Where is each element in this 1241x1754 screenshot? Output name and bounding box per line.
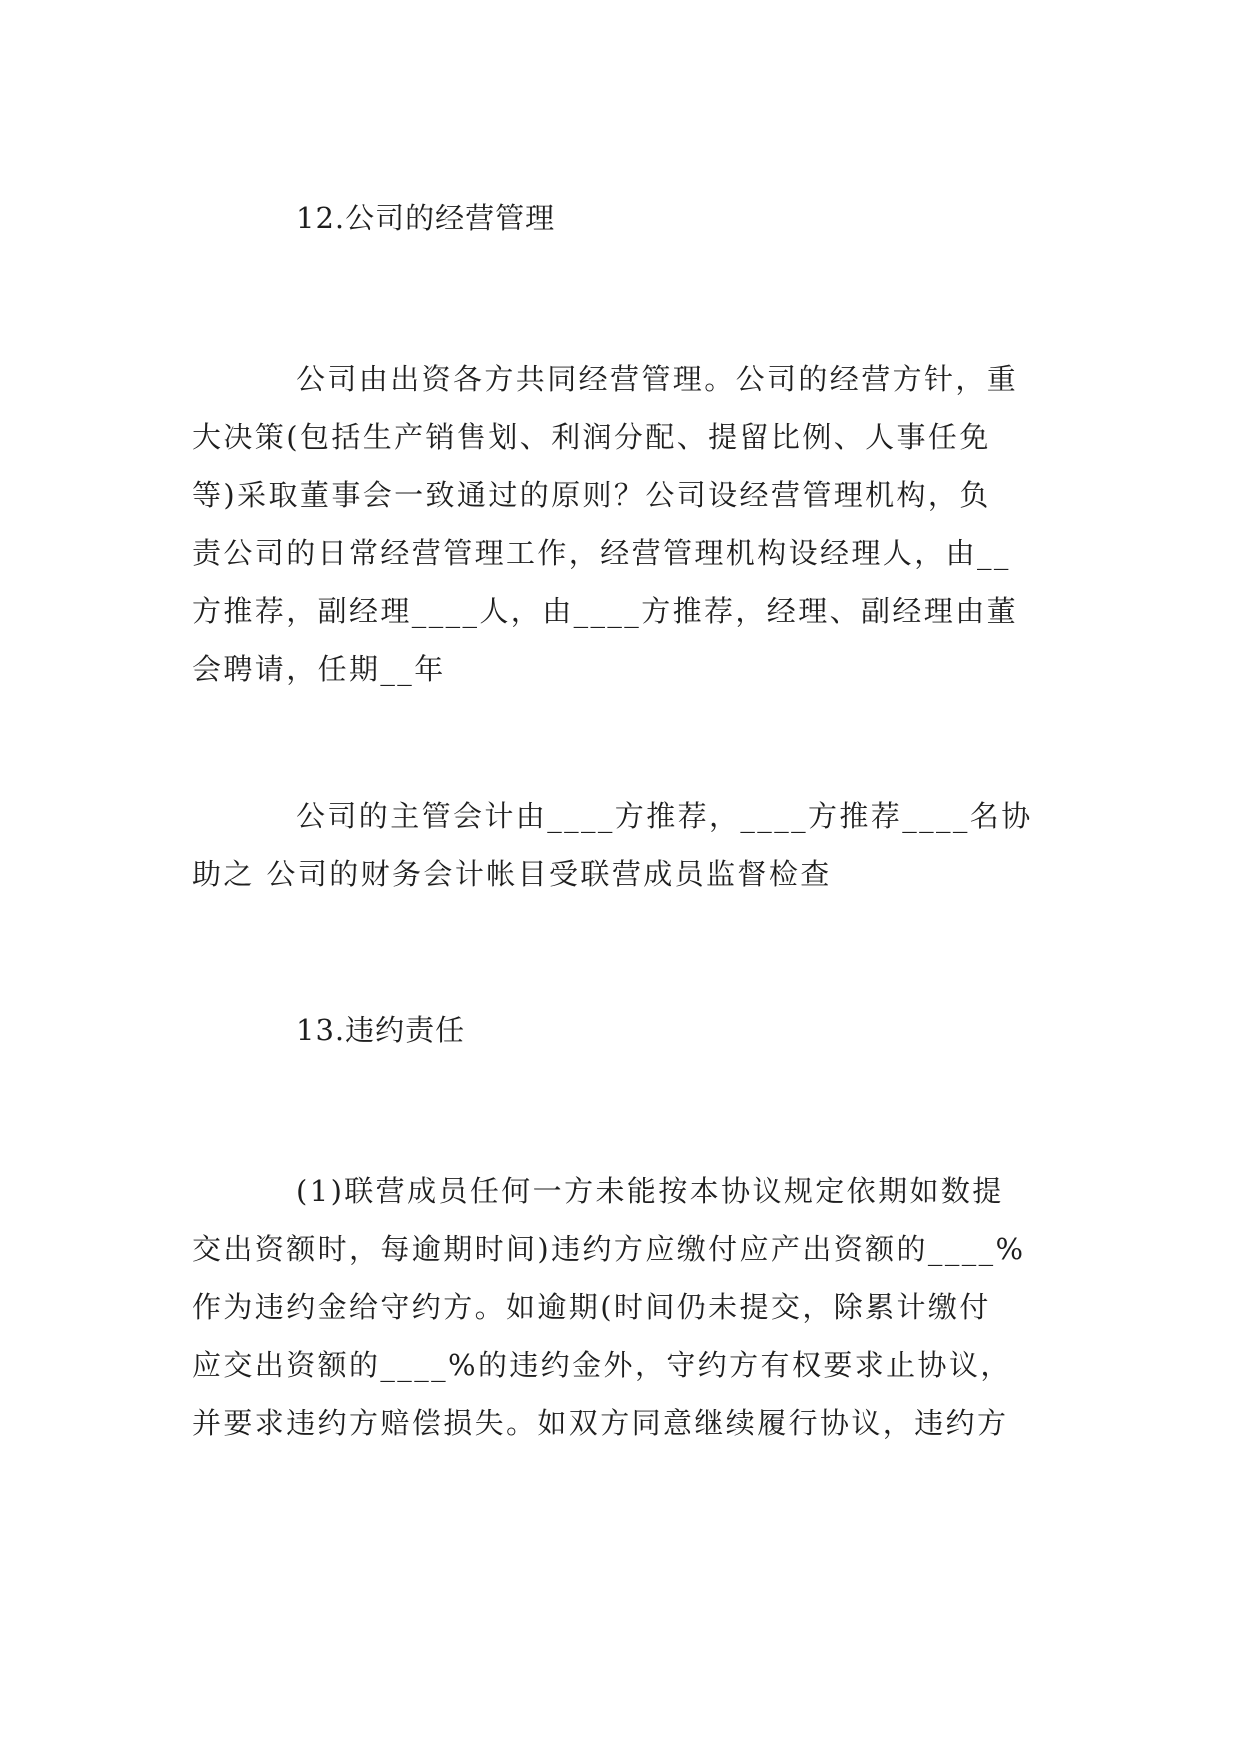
paragraph-line: 助之 公司的财务会计帐目受联营成员监督检查 xyxy=(192,857,832,891)
paragraph-line: (1)联营成员任何一方未能按本协议规定依期如数提 xyxy=(296,1174,1004,1208)
paragraph-line: 公司由出资各方共同经营管理。公司的经营方针，重 xyxy=(296,362,1019,396)
section-12-paragraph-2 xyxy=(192,787,1052,903)
section-12-heading: 12.公司的经营管理 xyxy=(296,201,556,235)
section-13-heading: 13.违约责任 xyxy=(296,1013,466,1047)
paragraph-line: 作为违约金给守约方。如逾期(时间仍未提交，除累计缴付 xyxy=(192,1290,991,1324)
paragraph-line: 方推荐，副经理____人，由____方推荐，经理、副经理由董 xyxy=(192,594,1019,628)
paragraph-line: 等)采取董事会一致通过的原则？公司设经营管理机构，负 xyxy=(192,478,991,512)
paragraph-line: 大决策(包括生产销售划、利润分配、提留比例、人事任免 xyxy=(192,420,991,454)
paragraph-line: 交出资额时，每逾期时间)违约方应缴付应产出资额的____% xyxy=(192,1232,1026,1266)
paragraph-line: 并要求违约方赔偿损失。如双方同意继续履行协议，违约方 xyxy=(192,1406,1009,1440)
paragraph-line: 应交出资额的____%的违约金外，守约方有权要求止协议， xyxy=(192,1348,1012,1382)
paragraph-line: 会聘请，任期__年 xyxy=(192,652,446,686)
section-13-paragraph-1 xyxy=(192,1162,1052,1452)
paragraph-line: 责公司的日常经营管理工作，经营管理机构设经理人，由__ xyxy=(192,536,1011,570)
paragraph-line: 公司的主管会计由____方推荐，____方推荐____名协 xyxy=(296,799,1033,833)
section-12-paragraph-1 xyxy=(192,350,1052,698)
